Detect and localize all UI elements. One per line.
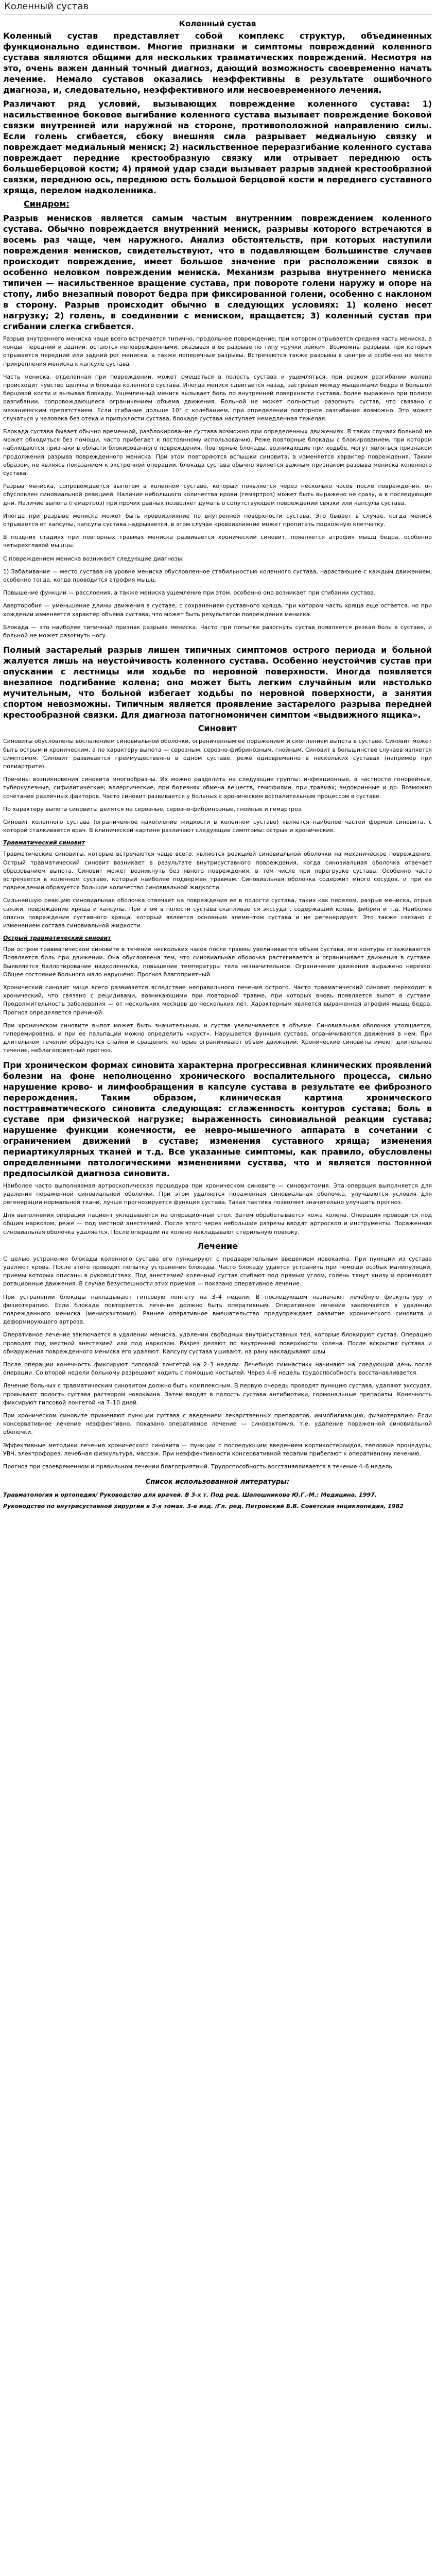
- chronic-tear-paragraph: Полный застарелый разрыв лишен типичных симптомов острого периода и больной жалуется лишь на неустойчивость коленного сустава. Особенно неустойчив сустав при опускании с лестницы или ходьбе по неровной поверхности. Иногда появляется внезапное подгибание колена; оно может быть легким случайным или настолько мучительным, что больной избегает ходьбы по неровной поверхности, а занятия спортом невозможны. Типичным является проявление застарелого разрыва передней крестообразной связки. Для диагноза патогномоничен симптом «выдвижного ящика».: [3, 645, 432, 720]
- body-paragraph: Для выполнения операции пациент укладывается на операционный стол. Затем обрабатывается кожа колена. Операция проводится под общим наркозом, реже — под местной анестезией. После этого через небольшие разрезы вводят артроскоп и инструменты. Пораженная синовиальная оболочка удаляется. После операции на колено накладывают стерильную повязку.: [3, 1212, 432, 1235]
- body-paragraph: Лечение больных с травматическим синовитом должно быть комплексным. В первую очередь проводят пункцию сустава, удаляют экссудат, промывают полость сустава раствором новокаина. Затем вводят в полость сустава антибиотики, гормональные препараты. Конечность фиксируют гипсовой лонгетой на 7–10 дней.: [3, 1382, 432, 1406]
- body-paragraph: Разрыв внутреннего мениска чаще всего встречается типично, продольное повреждение, при котором отрывается средняя часть мениска, а концы, передний и задний, остаются неповрежденными, оказывая в ее разрыве по типу «ручки лейки». Возможны разрывы, при которых отрывается передний или задний рог мениска, а также поперечные разрывы. Встречаются также разрывы в центре и особенно на месте прикрепления мениска к капсуле сустава.: [3, 335, 432, 367]
- reference-item: Руководство по внутрисуставной хирургии в 3-х томах. 3-е изд. /Гл. ред. Петровский Б.В. Советская энциклопедия, 1982: [3, 1503, 404, 1510]
- body-paragraph: Оперативное лечение заключается в удалении мениска, удалении свободных внутрисуставных тел, которые блокируют сустав. Операцию проводят под местной анестезией или под наркозом. Разрез делают по внутренней поверхности колена. После вскрытия сустава и обнаружения поврежденного мениска его удаляют. Капсулу сустава ушивают, на рану накладывают швы.: [3, 1331, 432, 1355]
- references-heading: Список использованной литературы:: [145, 1478, 290, 1486]
- acute-synovitis-heading: Острый травматический синовит: [3, 935, 111, 942]
- body-paragraph: Часть мениска, отделенная при повреждении, может смещаться в полость сустава и ущемляться, при резком разгибании колена происходит чувство щелчка и блокада коленного сустава. Иногда мениск сдвигается назад, застревая между мыщелками бедра и большой берцовой кости и вызывая блокаду. Ущемленный мениск вызывает боль по внутренней поверхности сустава, более выражено при полном разгибании, сопровождающееся ограничением объема движения. Больной не может полностью разогнуть сустав, что связано с механическим препятствием. Если сгибание дольше 10° с колебанием, при определении повторное разгибание возможно. Это может случаться у человека без отека и припухлости сустава, блокаде сустава наступает немедленная тяжелая.: [3, 373, 432, 422]
- body-paragraph: 1) Забаливание — место сустава на уровне мениска обусловленное стабильностью коленного сустава, нарастающее с каждым движением, особенно тогда, когда проводится атрофия мышц.: [3, 568, 432, 584]
- syndrome-paragraph: Разрыв менисков является самым частым внутренним повреждением коленного сустава. Обычно повреждается внутренний мениск, разрывы которого встречаются в восемь раз чаще, чем наружного. Анализ обстоятельств, при которых наступили повреждения менисков, свидетельствуют, что в подавляющем большинстве случаев происходит повреждение, имеет большое значение при расположении связок в особенно неловком повреждении мениска. Механизм разрыва внутреннего мениска типичен — насильственное вращение сустава, при повороте голени наружу и опоре на стопу, либо внезапный поворот бедра при фиксированной голени, особенно с наклоном в сторону. Разрыв происходит обычно в следующих условиях: 1) колено несет нагрузку; 2) голень, в соединении с мениском, вращается; 3) коленный сустав при сгибании слегка сгибается.: [3, 213, 432, 331]
- body-paragraph: В поздних стадиях при повторных травмах мениска развивается хронический синовит, появляется атрофия мышц бедра, особенно четырехглавой мышцы.: [3, 534, 432, 549]
- intro-paragraph: Коленный сустав представляет собой комплекс структур, объединенных функционально единством. Многие признаки и симптомы повреждений коленного сустава являются общими для нескольких травматических повреждений. Несмотря на это, очень важен данный точный диагноз, дающий возможность своевременно начать лечение. Немало суставов оказались неэффективны в результате ошибочного диагноза, и, следовательно, неэффективного или несвоевременного лечения.: [3, 31, 432, 95]
- body-paragraph: Повышение функции — расслоения, а также мениска ущемление при этом, особенно оно возникает при сгибании сустава.: [3, 589, 376, 597]
- treatment-heading: Лечение: [197, 1241, 238, 1251]
- body-paragraph: Разрыв мениска, сопровождается выпотом в коленном суставе, который появляется через несколько часов после повреждения, он обусловлен синовиальной реакцией. Наличие небольшого количества крови (гемартроз) может быть выражено не сразу, а в последующие дни. Наличие выпота (гемартроз) при прочих равных позволяет думать о сопутствующем повреждении связки или капсулы сустава.: [3, 483, 432, 506]
- body-paragraph: Аверторобия — уменьшение длины движения в суставе, с сохранением суставного хряща, при котором часть хряща еще остается, но при хождении изменяется характер объема сустава, что может быть результатом повреждения мениска.: [3, 602, 432, 618]
- body-paragraph: При хроническом синовите применяют пункции сустава с введением лекарственных препаратов, иммобилизацию, физиотерапию. Если консервативное лечение неэффективно, показано оперативное лечение — синовэктомия, т.е. удаление пораженной синовиальной оболочки.: [3, 1412, 432, 1436]
- body-paragraph: Травматические синовиты, которые встречаются чаще всего, являются реакцией синовиальной оболочки на механическое повреждение. Острый травматический синовит возникает в результате внутрисуставного повреждения, когда синовиальная оболочка отвечает образованием выпота. Синовит может возникнуть без явного повреждения, в том числе при перегрузке сустава. Особенно часто встречается в коленном суставе, который наиболее подвержен травмам. Синовиальная оболочка содержит много сосудов, и при ее повреждении образуется большое количество синовиальной жидкости.: [3, 851, 432, 891]
- causes-paragraph: Различают ряд условий, вызывающих повреждение коленного сустава: 1) насильственное боковое выгибание коленного сустава вызывает повреждение боковой связки внутренней или наружной на стороне, противоположной направлению силы. Если голень сгибается, сбоку внешняя сила разрывает медиальную связку и повреждает медиальный мениск; 2) насильственное переразгибание коленного сустава повреждает передние крестообразную связку или отрывает переднюю ость большеберцовой кости; 4) прямой удар сзади вызывает разрыв задней крестообразной связки, переднюю ось, переднюю ость большой берцовой кости и переднего суставного хряща, перелом надколенника.: [3, 99, 432, 195]
- body-paragraph: Блокада — это наиболее типичный признак разрыва мениска. Часто при попытке разогнуть сустав появляется резкая боль в суставе, и больной не может разогнуть ногу.: [3, 623, 432, 639]
- body-paragraph: При остром травматическом синовите в течение нескольких часов после травмы увеличивается объем сустава, его контуры сглаживаются. Появляется боль при движении. Она обусловлена тем, что синовиальная оболочка растягивается и ограничивает движения в суставе. Выявляется баллотирование надколенника, повышение температуры тела незначительное. Ограничение движения выражено нерезко. Общее состояние больного мало нарушено. Прогноз благоприятный.: [3, 946, 432, 978]
- window-title: Коленный сустав: [3, 0, 432, 15]
- body-paragraph: Причины возникновения синовита многообразны. Их можно разделить на следующие группы: инфекционные, в частности гонорейные, туберкулезные, сифилитические; аллергические, при болезнях обмена веществ, гемофилии, при травмах; эндокринные и др. Возможно сочетание различных факторов. Часто синовит развивается у больных с хроническим воспалительным процессом в суставе.: [3, 776, 432, 800]
- body-paragraph: С целью устранения блокады коленного сустава его пункцируют с предварительным введением новокаина. При пункции из сустава удаляют кровь. После этого проводят попытку устранения блокады. Часто блокаду удается устранить при помощи особых манипуляций, приемы которых описаны в руководствах. Под анестезией коленный сустав сгибают под прямым углом, голень тянут книзу и производят ротационные движения. В случае безуспешности этих приемов — показано оперативное лечение.: [3, 1255, 432, 1287]
- body-paragraph: После операции конечность фиксируют гипсовой лонгетой на 2–3 недели. Лечебную гимнастику начинают на следующий день после операции. Со второй недели больному разрешают ходить с помощью костылей. Через 4–6 недель трудоспособность восстанавливается.: [3, 1361, 432, 1377]
- chronic-synovitis-paragraph: При хроническом формах синовита характерна прогрессивная клинических проявлений болезни на фоне неполноценно хронического воспалительного процесса, сильно нарушение крово- и лимфообращения в капсуле сустава в результате ее фиброзного перерождения. Таким образом, клиническая картина хронического посттравматического синовита следующая: сглаженность контуров сустава; боль в суставе при физической нагрузке; выраженность синовиальной реакции сустава; нарушение функции конечности, ее невро-мышечного аппарата в сочетании с ограничением движений в суставе; изменения суставного хряща; изменения периартикулярных тканей и т.д. Все указанные симптомы, как правило, обусловлены определенными патологическими изменениями сустава, что и является постоянной предпосылкой диагноза синовита.: [3, 1060, 432, 1178]
- synovitis-heading: Синовит: [198, 723, 237, 734]
- body-paragraph: Эффективные методики лечения хронического синовита — пункции с последующим введением кортикостероидов, тепловые процедуры, УВЧ, электрофорез, лечебная физкультура, массаж. При неэффективности консервативной терапии прибегают к оперативному лечению.: [3, 1442, 432, 1457]
- body-paragraph: Хронический синовит чаще всего развивается вследствие неправильного лечения острого. Часто травматический синовит переходит в хронический, что связано с рецидивами, возникающими при повторной травме, при которых вновь появляется выпот в суставе. Продолжительность заболевания — от нескольких месяцев до нескольких лет. Характерным является выраженная атрофия мышц бедра. Прогноз определяется причиной.: [3, 984, 432, 1016]
- body-paragraph: Синовит коленного сустава (ограниченное накопление жидкости в коленном суставе) является наиболее частой формой синовита, с которой сталкивается врач. В клинической картине различают следующие симптомы: острые и хронические.: [3, 818, 432, 834]
- reference-item: Травматология и ортопедия/ Руководство для врачей. В 3-х т. Под ред. Шапошникова Ю.Г.-М.: Медицина, 1997.: [3, 1492, 377, 1499]
- body-paragraph: Прогноз при своевременном и правильном лечении благоприятный. Трудоспособность восстанавливается в течение 4–6 недель.: [3, 1463, 394, 1470]
- body-paragraph: Иногда при разрыве мениска может быть кровоизлияние по внутренней поверхности сустава. Это бывает в случае, когда мениск отрывается от капсулы, капсула сустава надрывается, в этом случае кровоизлияние может пропитать подкожную клетчатку.: [3, 512, 432, 528]
- body-paragraph: По характеру выпота синовиты делятся на серозные, серозно-фибринозные, гнойные и гемартроз.: [3, 805, 303, 812]
- document-heading: Коленный сустав: [179, 19, 256, 28]
- body-paragraph: Сильнейшую реакцию синовиальная оболочка отвечает на повреждения ее в полости сустава, таких как перелом, разрыв мениска, отрыв связки, повреждение хряща и капсулы. При этом в полости сустава скапливается экссудат, содержащий кровь, фибрин и т.д. Наиболее опасно повреждение суставного хряща, который является основным элементом сустава и не регенерирует. Это также связано с изменением состава синовиальной жидкости.: [3, 897, 432, 929]
- body-paragraph: Блокада сустава бывает обычно временной, разблокирование сустава возможно при определенных движениях. В таких случаях больной не может обходиться без помощи, часто прибегает к постоянному использованию. Реже повторные блокады с блокированием, при котором наблюдаются признаки в области блокированного повреждения. Повторные блокады, возникающие при ходьбе, могут являться признаком продолжения разрыва поврежденного мениска. При этом повторяются вспышки синовита, а изменяется характер повреждения. Таким образом, не являясь показанием к экстренной операции, блокада сустава обычно является важным признаком разрыва мениска коленного сустава.: [3, 428, 432, 477]
- body-paragraph: При хроническом синовите выпот может быть значительным, и сустав увеличивается в объеме. Синовиальная оболочка утолщается, гиперемирована, и при ее пальпации можно определить «хруст». Нарушается функция сустава, ограничиваются движения в нем. При длительном течении образуются спайки и сращения, которые ограничивают объем движений. Хронические синовиты имеют длительное течение, неблагоприятный прогноз.: [3, 1022, 432, 1054]
- syndrome-heading: Синдром:: [24, 199, 69, 209]
- body-paragraph: С повреждением мениска возникают следующие диагнозы:: [3, 555, 184, 562]
- body-paragraph: Синовиты обусловлены воспалением синовиальной оболочки, ограниченным ее поражением и скоплением выпота в суставе. Синовит может быть острым и хроническим, а по характеру выпота — серозным, серозно-фибринозным, гнойным. Синовит в большинстве случаев является симптомом. Синовит развивается преимущественно в одном суставе, реже одновременно в нескольких суставах (например при полиартрите).: [3, 738, 432, 770]
- traumatic-synovitis-heading: Травматический синовит: [3, 839, 85, 846]
- body-paragraph: При устранении блокады накладывают гипсовую лонгету на 3–4 недели. В последующем назначают лечебную физкультуру и физиотерапию. Если блокада повторяется, лечение должно быть оперативным. Оперативное лечение заключается в удалении поврежденного мениска (менискэктомия). Раннее оперативное вмешательство предупреждает развитие хронического синовита и деформирующего артроза.: [3, 1293, 432, 1326]
- body-paragraph: Наиболее часто выполняемая артроскопическая процедура при хроническом синовите — синовэктомия. Эта операция выполняется для удаления пораженной синовиальной оболочки. При этом удаляется пораженная синовиальная оболочка, улучшаются условия для регенерации нормальной ткани, лучше прогнозируется функция сустава. Такая тактика позволяет значительно улучшить прогноз.: [3, 1182, 432, 1206]
